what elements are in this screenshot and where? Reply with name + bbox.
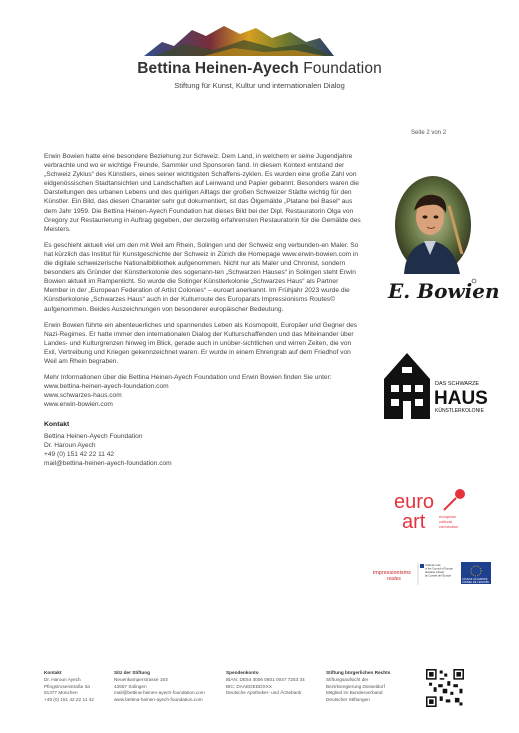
council-text: du Conseil de l'Europe [425, 574, 452, 578]
portrait-image [394, 175, 472, 275]
footer-bank [226, 670, 305, 697]
footer-email[interactable]: mail@bettina-heinen-ayech-foundation.com [114, 690, 205, 696]
paragraph: Erwin Bowien führte ein abenteuerliches und spannendes Leben als Kosmopolit, Europäer und Gegner des Nazi-Regimes. Er hatte immer den internationalen Dialog der Kulturschaffenden und das Miteinander über Landes- und Kulturgrenzen hinweg im Blick, gerade auch in unüber-sichtlichen und wirren Zeiten, die von Exil, Vertreibung und Kriegen gekennzeichnet waren. Er wurde in einem Ehrengrab auf dem Friedhof von Weil am Rhein begraben. [44, 321, 358, 365]
contact-phone: +49 (0) 151 42 22 11 42 [44, 451, 115, 458]
footer-line: 42657 Solingen [114, 683, 147, 689]
footer-line: Stiftungsaufsicht der [326, 676, 369, 682]
paragraph: Erwin Bowien hatte eine besondere Beziehung zur Schweiz. Dem Land, in welchem er seine Jugendjahre verbrachte und wo er wichtige Freunde, Sammler und Sponsoren fand. In diesem Kontext entstand der „Schweiz Zyklus“ des Künstlers, eines seiner wichtigsten Schaffens-zyklen. Es wurden eine große Zahl von eidgenössischen Stadtansichten und Landschaften auf Leinwand und Papier gebannt. Besonders waren die Darstellungen des urbanen Lebens und des quirligen Alltags der großen Schweizer Städte wichtig für den Künstler. Ein Bild, das diesen Charakter sehr gut dokumentiert, ist das Ölgemälde „Platane bei Basel“ aus dem Jahr 1959. Die Bettina Heinen-Ayech Foundation hat dieses Bild bei der Dipl. Restauratorin Olga von Gregory zur Restaurierung in Auftrag gegeben, der derzeitig erfahrensten Restauratorin für die Gemälde des Meisters. [44, 153, 361, 233]
footer-seat [114, 670, 205, 704]
footer-contact [44, 670, 94, 704]
footer-line: Neuenkamperstrasse 163 [114, 676, 168, 682]
letter-body [44, 152, 362, 468]
footer-legal [326, 670, 390, 704]
qr-code[interactable] [426, 669, 464, 707]
signature-logo [386, 276, 500, 304]
schwarzes-big: HAUS [434, 388, 488, 409]
coe-text: CONSEIL DE L'EUROPE [462, 581, 489, 584]
impressionisms-text: impressionisms [373, 570, 411, 576]
euroart-bottom: art [402, 511, 426, 533]
page-number: Seite 2 von 2 [411, 130, 447, 136]
letterhead [0, 0, 519, 100]
council-text: of the Council of Europe [425, 567, 453, 571]
footer [44, 670, 484, 720]
contact-heading: Kontakt [44, 421, 70, 429]
contact-line: Bettina Heinen-Ayech Foundation [44, 432, 143, 440]
signature-text: E. Bowien [388, 279, 500, 303]
footer-heading: Kontakt [44, 670, 62, 675]
link-foundation[interactable]: www.bettina-heinen-ayech-foundation.com [44, 383, 169, 391]
euroart-tag: cultural [439, 519, 452, 524]
schwarzes-haus-logo [382, 349, 488, 421]
paragraph: Es geschieht aktuell viel um den mit Weil am Rhein, Solingen und der Schweiz eng verbunden-en Maler. So hat kürzlich das Institut für Kunstgeschichte der Schweiz in Zürich die Homepage www.erwin-bowien.com in die digitale schweizerische Nationalbibliothek aufgenommen. Nicht nur als Maler und Chronist, sondern besonders als Gründer der Künstlerkolonie des sogenann-ten „Schwarzen Hauses“ in Solingen steht Erwin Bowien aktuell im Rampenlicht. So wurde die Solinger Künstlerkolonie „Schwarzes Haus“ als Partner Member in der „European Federation of Artist Colonies“ – euroart anerkannt. Im Frühjahr 2023 wurde die Künstlerkolonie „Schwarzes Haus“ auch in der Kulturroute des Europarats Impressionisms Routes© aufgenommen. Beides Auszeichnungen von besonderer europäischer Bedeutung. [44, 241, 359, 313]
contact-block [44, 420, 362, 468]
footer-line: BIC: DAAEDEDDXXX [226, 683, 272, 689]
footer-line: Deutsche Apotheker- und Ärztebank [226, 690, 302, 696]
foundation-name [0, 60, 519, 78]
council-text: Cultural route [425, 564, 441, 567]
mountain-landscape-logo [144, 22, 334, 56]
footer-line: Pfingstrosenstraße 3a [44, 683, 90, 689]
footer-website[interactable]: www.bettina-heinen-ayech-foundation.com [114, 697, 203, 703]
cultural-route-logos [373, 560, 493, 588]
footer-line: IBAN: DE54 3006 0601 0047 7253 34 [226, 676, 305, 682]
footer-line: Bezirksregierung Düsseldorf [326, 683, 385, 689]
more-info [44, 373, 362, 409]
council-text: Itinéraire culturel [425, 571, 445, 574]
more-info-intro: Mehr Informationen über die Bettina Heinen-Ayech Foundation und Erwin Bowien finden Sie unter: [44, 374, 332, 382]
routes-text: routes [387, 576, 401, 582]
foundation-name-bold: Bettina Heinen-Ayech [137, 60, 299, 77]
link-schwarzes-haus[interactable]: www.schwarzes-haus.com [44, 392, 122, 400]
link-erwin-bowien[interactable]: www.erwin-bowien.com [44, 401, 113, 409]
footer-heading: Stiftung bürgerlichen Rechts [326, 670, 391, 675]
footer-line: Mitglied im Bundesverband [326, 690, 383, 696]
euroart-top: euro [394, 491, 435, 513]
coe-text: COUNCIL OF EUROPE [462, 578, 488, 581]
footer-heading: Spendenkonto [226, 670, 259, 675]
footer-line: Dr. Haroun Ayech [44, 676, 81, 682]
foundation-name-rest: Foundation [298, 60, 382, 77]
contact-line: Dr. Haroun Ayech [44, 441, 96, 449]
footer-line: 81377 München [44, 690, 78, 696]
euroart-tag: connection [439, 524, 459, 529]
schwarzes-sub: KÜNSTLERKOLONIE [435, 408, 484, 414]
contact-email[interactable]: mail@bettina-heinen-ayech-foundation.com [44, 460, 172, 468]
euroart-tag: european [439, 514, 456, 519]
footer-line: Deutscher Stiftungen [326, 697, 370, 703]
euroart-logo [392, 488, 478, 532]
footer-line: +49 (0) 151 42 22 11 42 [44, 697, 94, 703]
foundation-subtitle: Stiftung für Kunst, Kultur und internationalen Dialog [174, 81, 345, 90]
footer-heading: Sitz der Stiftung [114, 670, 150, 675]
schwarzes-small: DAS SCHWARZE [435, 381, 480, 387]
